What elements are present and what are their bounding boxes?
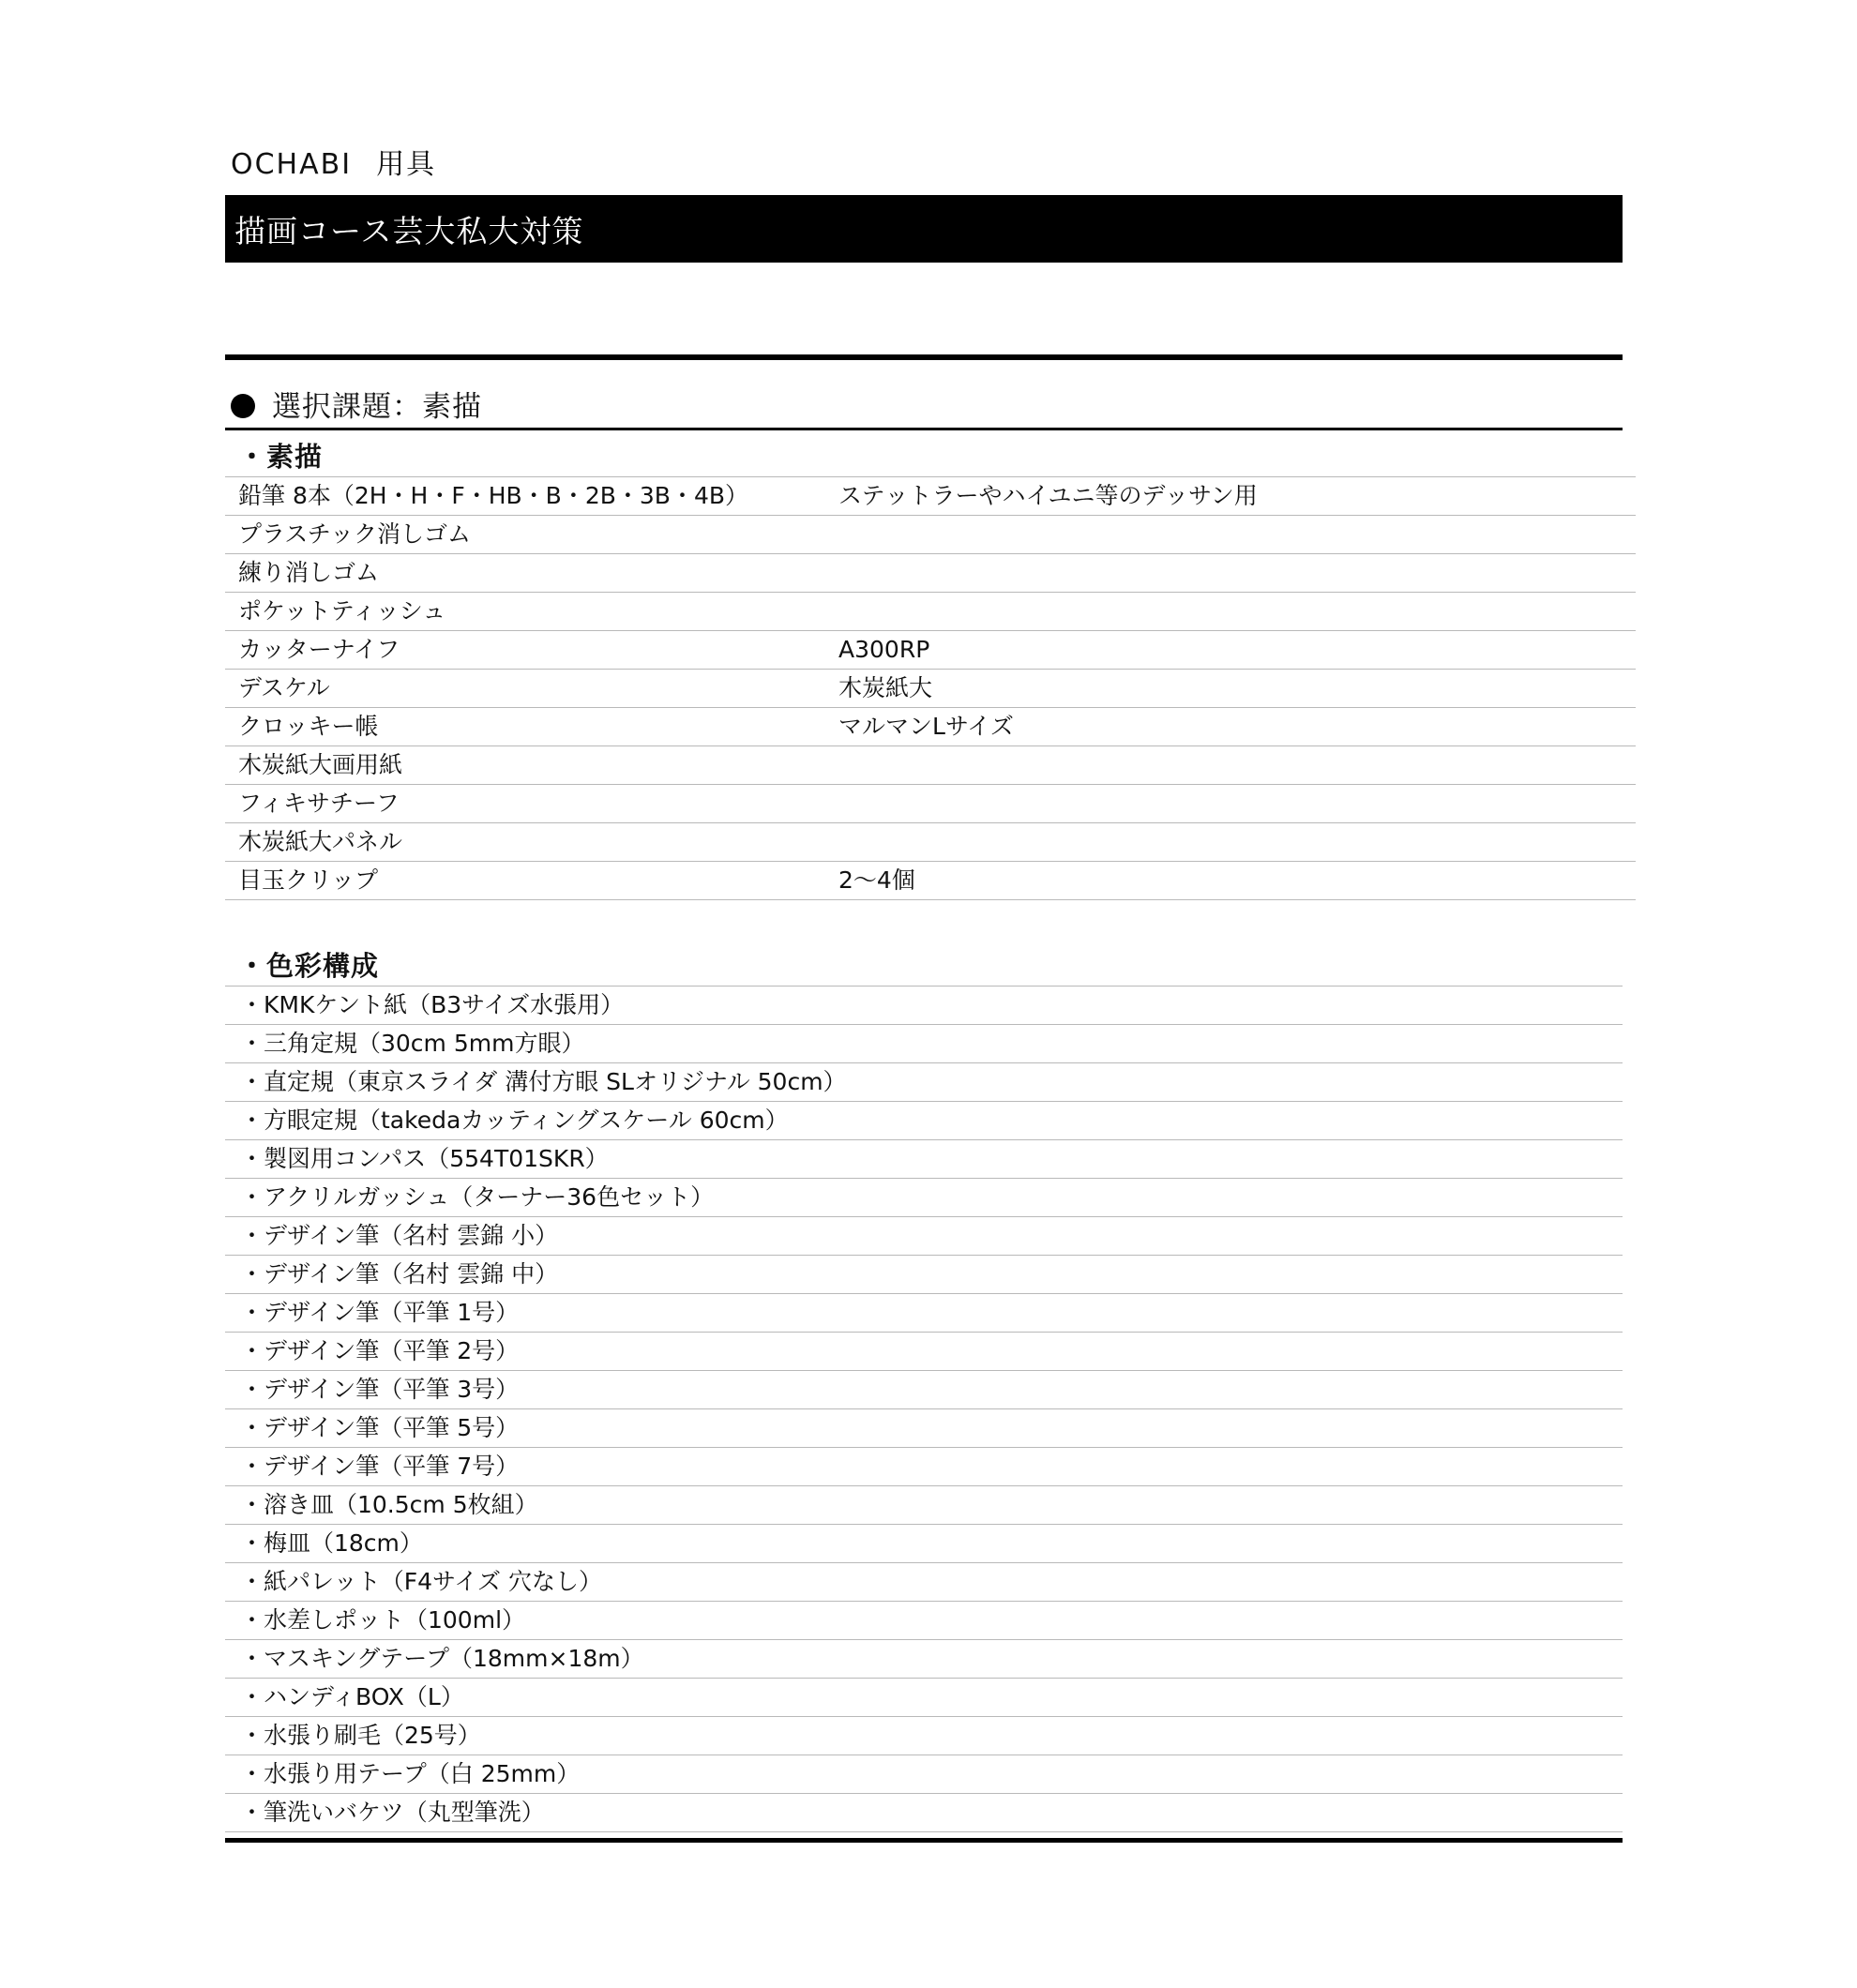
table-row [225,1333,1623,1371]
table-row [225,670,1636,708]
color-composition-subheading: ・色彩構成 [238,950,380,982]
table-row [225,1063,1623,1102]
table-row [225,1294,1623,1333]
table-row [225,986,1623,1025]
table-row [225,1755,1623,1794]
item-note: マルマンLサイズ [838,708,1636,746]
bullet-dot-icon [231,394,255,418]
table-row [225,1486,1623,1525]
item-name: ・方眼定規（takedaカッティングスケール 60cm） [225,1102,1623,1140]
item-name: 鉛筆 8本（2H・H・F・HB・B・2B・3B・4B） [225,477,838,516]
table-row [225,746,1636,785]
item-note [838,516,1636,554]
item-note [838,823,1636,862]
item-name: ・水差しポット（100ml） [225,1602,1623,1640]
item-name: ・マスキングテープ（18mm×18m） [225,1640,1623,1679]
item-name: ・筆洗いバケツ（丸型筆洗） [225,1794,1623,1832]
item-note [838,746,1636,785]
drawing-items-body [225,477,1636,900]
table-row [225,785,1636,823]
table-row [225,593,1636,631]
item-name: カッターナイフ [225,631,838,670]
table-row [225,823,1636,862]
item-note [838,593,1636,631]
table-row [225,1679,1623,1717]
table-row [225,554,1636,593]
item-name: 木炭紙大パネル [225,823,838,862]
bottom-divider [225,1838,1623,1843]
table-row [225,1640,1623,1679]
item-name: ・デザイン筆（平筆 5号） [225,1409,1623,1448]
table-row [225,862,1636,900]
item-name: デスケル [225,670,838,708]
item-note: 2〜4個 [838,862,1636,900]
table-row [225,1102,1623,1140]
item-name: ・デザイン筆（名村 雲錦 中） [225,1256,1623,1294]
item-name: ・デザイン筆（平筆 7号） [225,1448,1623,1486]
drawing-items-table [225,476,1636,900]
table-row [225,1179,1623,1217]
table-row [225,1371,1623,1409]
section-heading-underline [225,428,1623,430]
item-name: ・水張り用テープ（白 25mm） [225,1755,1623,1794]
item-name: ・紙パレット（F4サイズ 穴なし） [225,1563,1623,1602]
item-note: ステットラーやハイユニ等のデッサン用 [838,477,1636,516]
table-row [225,1602,1623,1640]
item-name: ・水張り刷毛（25号） [225,1717,1623,1755]
item-name: ・デザイン筆（名村 雲錦 小） [225,1217,1623,1256]
item-note: A300RP [838,631,1636,670]
drawing-subheading: ・素描 [238,441,324,473]
item-name: フィキサチーフ [225,785,838,823]
item-name: ・直定規（東京スライダ 溝付方眼 SLオリジナル 50cm） [225,1063,1623,1102]
table-row [225,1256,1623,1294]
table-row [225,1563,1623,1602]
brand-name: OCHABI [231,148,353,181]
color-composition-items-body [225,986,1623,1832]
table-row [225,516,1636,554]
item-name: ・デザイン筆（平筆 1号） [225,1294,1623,1333]
item-name: クロッキー帳 [225,708,838,746]
item-name: 練り消しゴム [225,554,838,593]
item-name: ・梅皿（18cm） [225,1525,1623,1563]
item-name: ・三角定規（30cm 5mm方眼） [225,1025,1623,1063]
table-row [225,1409,1623,1448]
item-name: 目玉クリップ [225,862,838,900]
table-row [225,1140,1623,1179]
table-row [225,631,1636,670]
color-composition-items-table [225,986,1623,1832]
item-note [838,554,1636,593]
table-row [225,1794,1623,1832]
item-name: プラスチック消しゴム [225,516,838,554]
table-row [225,1025,1623,1063]
section-heading [231,383,1632,425]
table-row [225,1525,1623,1563]
document-content [225,141,1632,1843]
item-name: ポケットティッシュ [225,593,838,631]
course-title-bar [225,195,1623,263]
table-row [225,1717,1623,1755]
item-name: 木炭紙大画用紙 [225,746,838,785]
item-name: ・アクリルガッシュ（ターナー36色セット） [225,1179,1623,1217]
item-note: 木炭紙大 [838,670,1636,708]
course-title-text: 描画コース芸大私大対策 [234,212,584,249]
table-row [225,1217,1623,1256]
item-name: ・製図用コンパス（554T01SKR） [225,1140,1623,1179]
header-subject: 用具 [376,148,437,181]
item-name: ・溶き皿（10.5cm 5枚組） [225,1486,1623,1525]
item-name: ・デザイン筆（平筆 3号） [225,1371,1623,1409]
table-row [225,1448,1623,1486]
section-heading-label: 選択課題：素描 [272,390,482,424]
item-name: ・ハンディBOX（L） [225,1679,1623,1717]
item-note [838,785,1636,823]
table-row [225,477,1636,516]
item-name: ・デザイン筆（平筆 2号） [225,1333,1623,1371]
item-name: ・KMKケント紙（B3サイズ水張用） [225,986,1623,1025]
table-row [225,708,1636,746]
top-divider [225,354,1623,360]
document-header-title [231,141,1632,182]
